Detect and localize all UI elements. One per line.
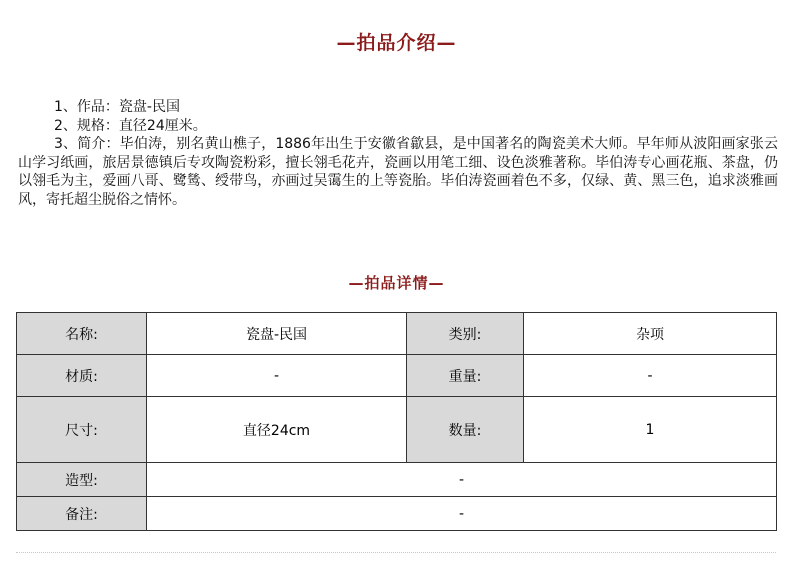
material-label: 材质: [17, 355, 147, 397]
intro-spec: 2、规格：直径24厘米。 [54, 117, 207, 134]
quantity-label: 数量: [407, 397, 524, 463]
material-value: - [147, 355, 407, 397]
lot-details-table [16, 312, 777, 531]
table-row [17, 397, 777, 463]
remark-label: 备注: [17, 497, 147, 531]
table-row [17, 355, 777, 397]
dotted-divider [16, 552, 776, 553]
table-row [17, 463, 777, 497]
quantity-value: 1 [524, 397, 777, 463]
category-value: 杂项 [524, 313, 777, 355]
shape-label: 造型: [17, 463, 147, 497]
size-value: 直径24cm [147, 397, 407, 463]
lot-details-title: —拍品详情— [348, 274, 445, 292]
weight-value: - [524, 355, 777, 397]
intro-work: 1、作品：瓷盘-民国 [54, 99, 180, 115]
name-label: 名称: [17, 313, 147, 355]
shape-value: - [147, 463, 777, 497]
table-row [17, 313, 777, 355]
intro-summary: 3、简介：毕伯涛，别名黄山樵子，1886年出生于安徽省歙县，是中国著名的陶瓷美术大师。早年师从波阳画家张云山学习纸画，旅居景德镇后专攻陶瓷粉彩，擅长翎毛花卉，瓷画以用笔工细、设色淡雅著称。毕伯涛专心画花瓶、茶盘，仍以翎毛为主，爱画八哥、鹭鸶、绶带鸟，亦画过吴霭生的上等瓷胎。毕伯涛瓷画着色不多，仅绿、黄、黑三色，追求淡雅画风，寄托超尘脱俗之情怀。 [18, 136, 778, 208]
lot-introduction [18, 98, 778, 209]
name-value: 瓷盘-民国 [147, 313, 407, 355]
weight-label: 重量: [407, 355, 524, 397]
table-row [17, 497, 777, 531]
category-label: 类别: [407, 313, 524, 355]
lot-introduction-title: —拍品介绍— [336, 32, 457, 54]
size-label: 尺寸: [17, 397, 147, 463]
remark-value: - [147, 497, 777, 531]
